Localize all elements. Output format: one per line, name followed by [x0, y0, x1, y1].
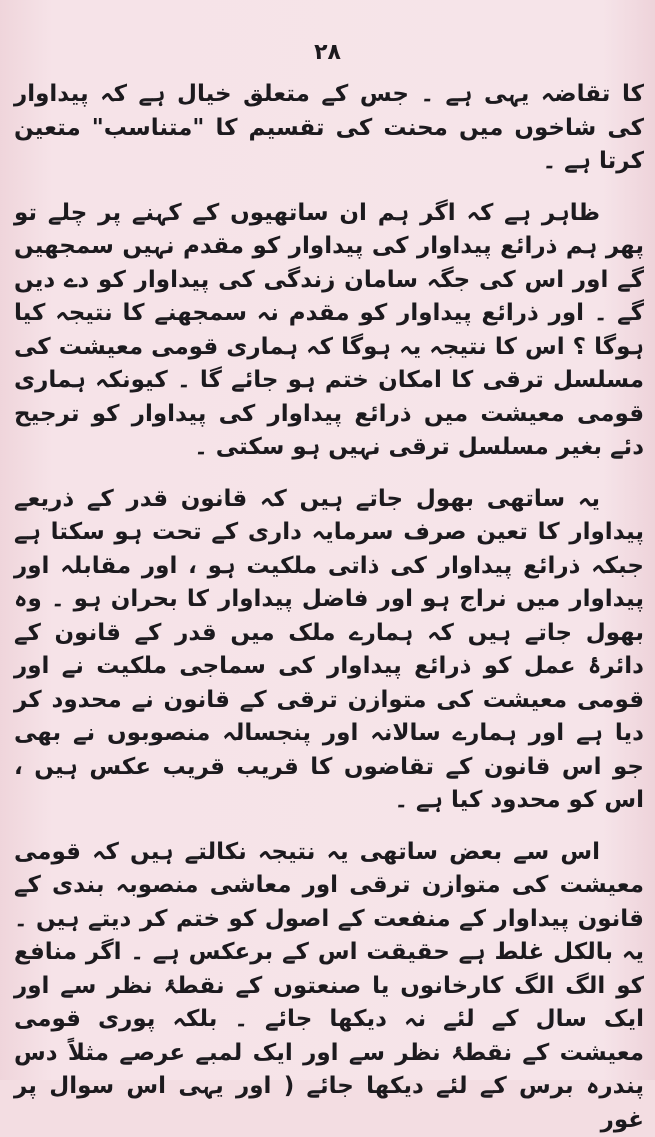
paragraph-3-text: یہ ساتھی بھول جاتے ہیں کہ قانون قدر کے ذریعے پیداوار کا تعین صرف سرمایہ داری کے تحت ہو سکتا ہے جبکہ ذرائع پیداوار کی ذاتی ملکیت ہو ، اور مقابلہ اور پیداوار میں نراج ہو اور فاضل پیداوار کا بحران ہو ۔ وہ بھول جاتے ہیں کہ ہمارے ملک میں قدر کے قانون کے دائرۂ عمل کو ذرائع پیداوار کی سماجی ملکیت نے اور قومی معیشت کی متوازن ترقی کے قانون نے محدود کر دیا ہے اور ہمارے سالانہ اور پنجسالہ منصوبوں نے بھی جو اس قانون کے تقاضوں کا قریب قریب عکس ہیں ، اس کو محدود کیا ہے ۔ [14, 486, 644, 814]
paragraph-2-text: ظاہر ہے کہ اگر ہم ان ساتھیوں کے کہنے پر چلے تو پھر ہم ذرائع پیداوار کی پیداوار کو مقدم نہیں سمجھیں گے اور اس کی جگہ سامان زندگی کی پیداوار کو دے دیں گے ۔ اور ذرائع پیداوار کو مقدم نہ سمجھنے کا نتیجہ کیا ہوگا ؟ اس کا نتیجہ یہ ہوگا کہ ہماری قومی معیشت کی مسلسل ترقی کا امکان ختم ہو جائے گا ۔ کیونکہ ہماری قومی معیشت میں ذرائع پیداوار کی پیداوار کو ترجیح دئے بغیر مسلسل ترقی نہیں ہو سکتی ۔ [14, 200, 644, 461]
paragraph-4-text: اس سے بعض ساتھی یہ نتیجہ نکالتے ہیں کہ قومی معیشت کی متوازن ترقی اور معاشی منصوبہ بندی کے قانون پیداوار کے منفعت کے اصول کو ختم کر دیتے ہیں ۔ یہ بالکل غلط ہے حقیقت اس کے برعکس ہے ۔ اگر منافع کو الگ الگ کارخانوں یا صنعتوں کے نقطۂ نظر سے اور ایک سال کے لئے نہ دیکھا جائے ۔ بلکہ پوری قومی معیشت کے نقطۂ نظر سے اور ایک لمبے عرصے مثلاً دس پندرہ برس کے لئے دیکھا جائے ( اور یہی اس سوال پر غور [14, 839, 644, 1133]
paragraph-4 [14, 836, 644, 1137]
paragraph-1-text: کا تقاضہ یہی ہے ۔ جس کے متعلق خیال ہے کہ پیداوار کی شاخوں میں محنت کی تقسیم کا "متناسب" متعین کرتا ہے ۔ [14, 81, 644, 174]
page-number: ۲۸ [0, 40, 655, 65]
paragraph-3 [14, 483, 644, 818]
page-body [14, 78, 644, 1137]
paragraph-1 [14, 78, 644, 179]
paragraph-2 [14, 197, 644, 465]
